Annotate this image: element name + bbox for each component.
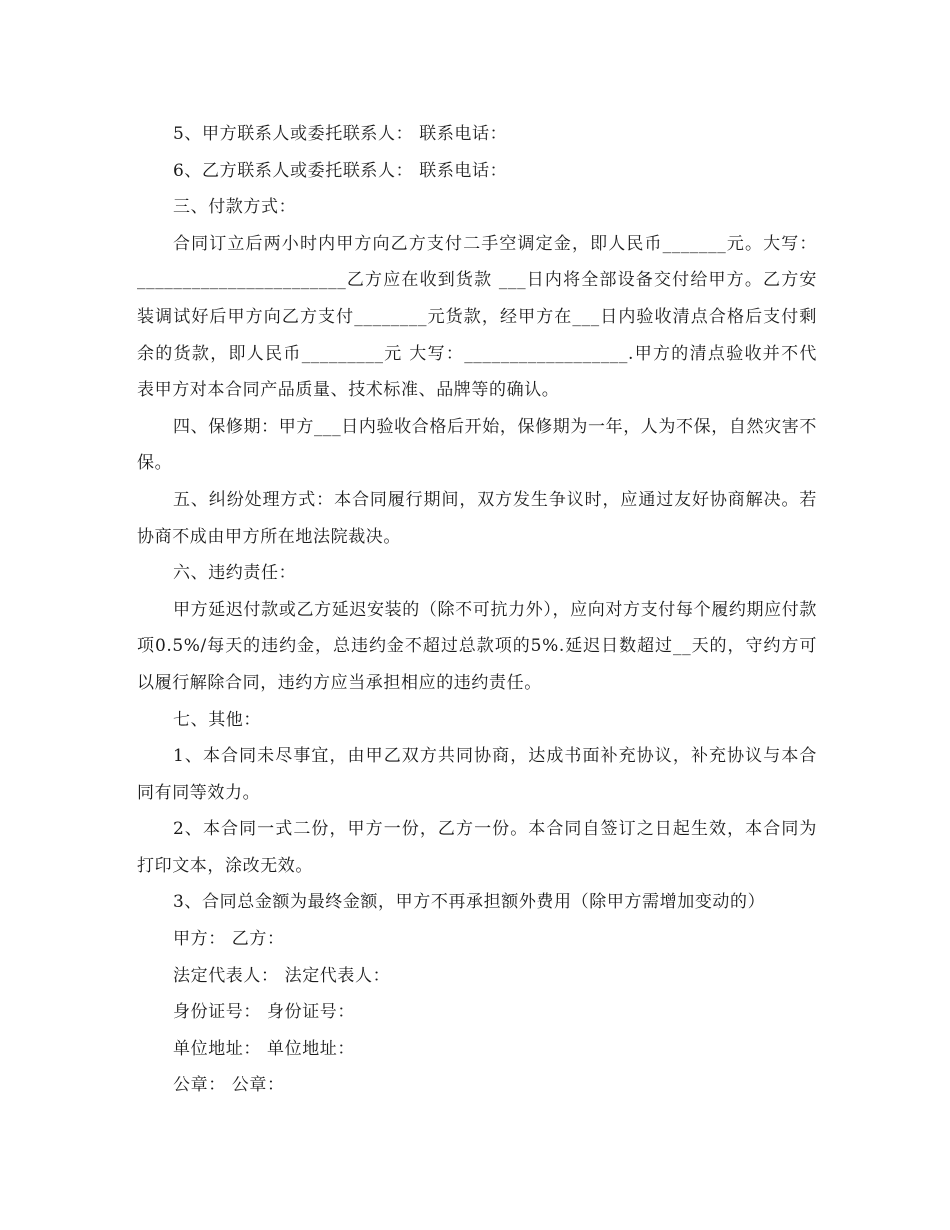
other-clause-3: 3、合同总金额为最终金额，甲方不再承担额外费用（除甲方需增加变动的）: [173, 892, 766, 913]
breach-liability-paragraph: 甲方延迟付款或乙方延迟安装的（除不可抗力外），应向对方支付每个履约期应付款项0.5%/每天的违约金，总违约金不超过总款项的5%.延迟日数超过__天的，守约方可以履行解除合同，违约方应当承担相应的违约责任。: [137, 599, 817, 693]
contact-person-party-b: 6、乙方联系人或委托联系人： 联系电话：: [173, 160, 508, 181]
signature-seals: 公章： 公章：: [173, 1075, 285, 1096]
dispute-resolution-paragraph: 五、纠纷处理方式：本合同履行期间，双方发生争议时，应通过友好协商解决。若协商不成由甲方所在地法院裁决。: [137, 489, 817, 547]
section-heading-payment: 三、付款方式：: [173, 197, 297, 218]
warranty-paragraph: 四、保修期：甲方___日内验收合格后开始，保修期为一年，人为不保，自然灾害不保。: [137, 416, 817, 474]
section-heading-other: 七、其他：: [173, 709, 261, 730]
other-clause-2: 2、本合同一式二份，甲方一份，乙方一份。本合同自签订之日起生效，本合同为打印文本，涂改无效。: [137, 819, 817, 876]
document-page: [137, 116, 817, 1104]
signature-parties: 甲方： 乙方：: [173, 929, 285, 950]
other-clause-1: 1、本合同未尽事宜，由甲乙双方共同协商，达成书面补充协议，补充协议与本合同有同等效力。: [137, 746, 817, 803]
signature-id-numbers: 身份证号： 身份证号：: [173, 1002, 356, 1023]
contact-person-party-a: 5、甲方联系人或委托联系人： 联系电话：: [173, 124, 508, 144]
signature-addresses: 单位地址： 单位地址：: [173, 1038, 356, 1059]
signature-legal-representatives: 法定代表人： 法定代表人：: [173, 965, 391, 986]
section-heading-breach: 六、违约责任：: [173, 563, 297, 584]
payment-terms-paragraph: 合同订立后两小时内甲方向乙方支付二手空调定金，即人民币_______元。大写：_______________________乙方应在收到货款 ___日内将全部设备交付给甲方。乙方安装调试好后甲方向乙方支付________元货款，经甲方在___日内验收清点合格后支付剩余的货款，即人民币_________元 大写：__________________.甲方的清点验收并不代表甲方对本合同产品质量、技术标准、品牌等的确认。: [137, 233, 817, 401]
